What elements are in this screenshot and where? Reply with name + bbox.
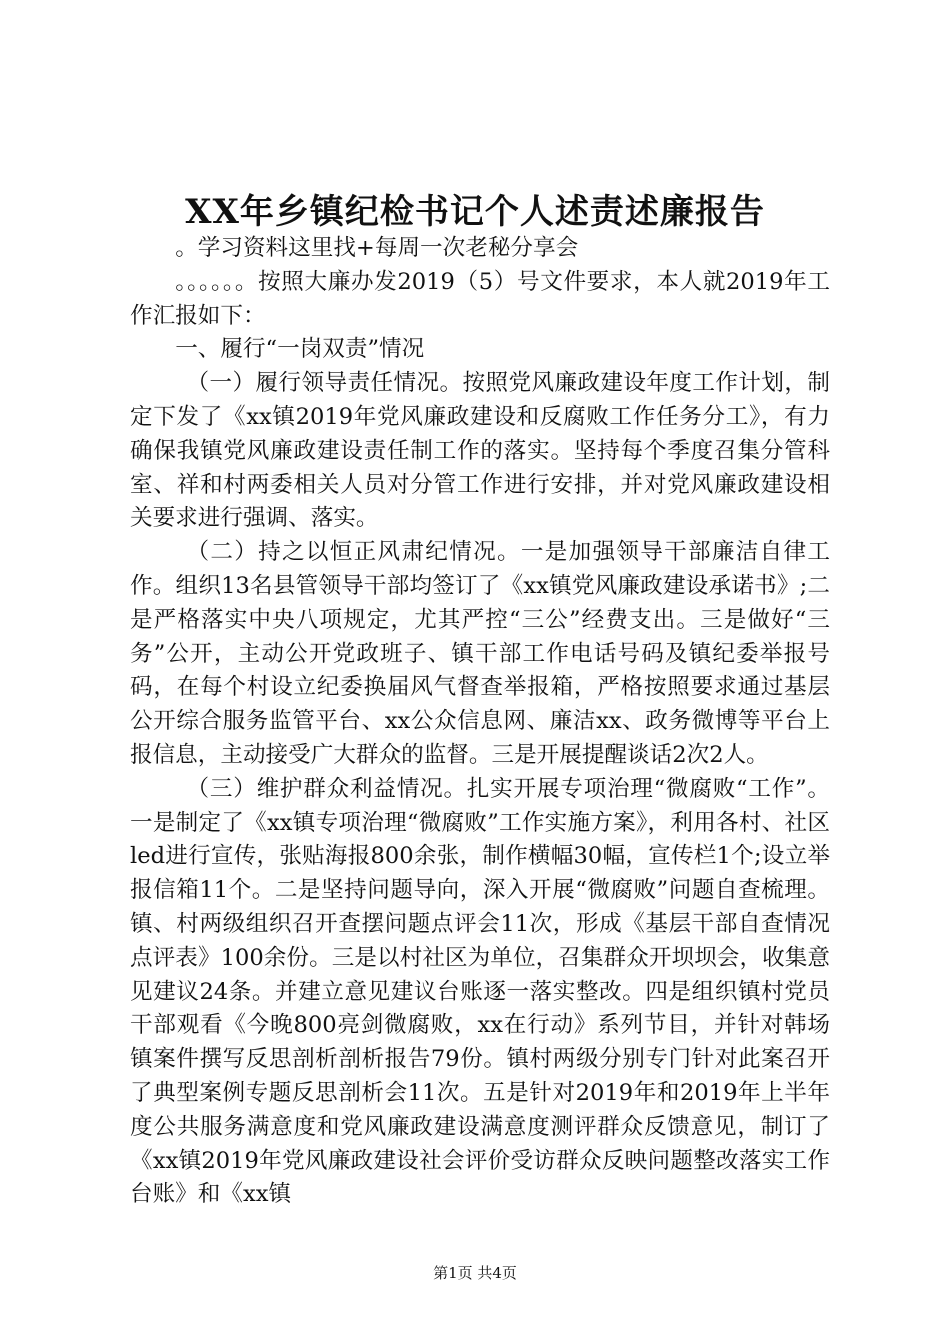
paragraph-public-interest: （三）维护群众利益情况。扎实开展专项治理“微腐败“工作”。一是制定了《xx镇专项治理“微腐败”工作实施方案》，利用各村、社区led进行宣传，张贴海报800余张，制作横幅30幅，宣传栏1个;设立举报信箱11个。二是坚持问题导向，深入开展“微腐败”问题自查梳理。镇、村两级组织召开查摆问题点评会11次，形成《基层干部自查情况点评表》100余份。三是以村社区为单位，召集群众开坝坝会，收集意见建议24条。并建立意见建议台账逐一落实整改。四是组织镇村党员干部观看《今晚800亮剑微腐败，xx在行动》系列节目，并针对韩场镇案件撰写反思剖析剖析报告79份。镇村两级分别专门针对此案召开了典型案例专题反思剖析会11次。五是针对2019年和2019年上半年度公共服务满意度和党风廉政建设满意度测评群众反馈意见，制订了《xx镇2019年党风廉政建设社会评价受访群众反映问题整改落实工作台账》和《xx镇 (130, 775, 830, 1208)
paragraph-discipline: （二）持之以恒正风肃纪情况。一是加强领导干部廉洁自律工作。组织13名县管领导干部均签订了《xx镇党风廉政建设承诺书》;二是严格落实中央八项规定，尤其严控“三公”经费支出。三是做好“三务”公开，主动公开党政班子、镇干部工作电话号码及镇纪委举报号码，在每个村设立纪委换届风气督查举报箱，严格按照要求通过基层公开综合服务监管平台、xx公众信息网、廉洁xx、政务微博等平台上报信息，主动接受广大群众的监督。三是开展提醒谈话2次2人。 (130, 539, 830, 768)
document-body (130, 232, 830, 1212)
document-title: XX年乡镇纪检书记个人述责述廉报告 (185, 192, 765, 232)
page-footer: 第1页 共4页 (433, 1264, 517, 1282)
paragraph-leadership-responsibility: （一）履行领导责任情况。按照党风廉政建设年度工作计划，制定下发了《xx镇2019年党风廉政建设和反腐败工作任务分工》，有力确保我镇党风廉政建设责任制工作的落实。坚持每个季度召集分管科室、祥和村两委相关人员对分管工作进行安排，并对党风廉政建设相关要求进行强调、落实。 (130, 370, 830, 532)
paragraph-preamble: 。。。。。。按照大廉办发2019（5）号文件要求，本人就2019年工作汇报如下： (130, 268, 830, 329)
section-heading-duties: 一、履行“一岗双责”情况 (175, 336, 425, 363)
paragraph-intro-note: 。学习资料这里找+每周一次老秘分享会 (175, 235, 579, 261)
